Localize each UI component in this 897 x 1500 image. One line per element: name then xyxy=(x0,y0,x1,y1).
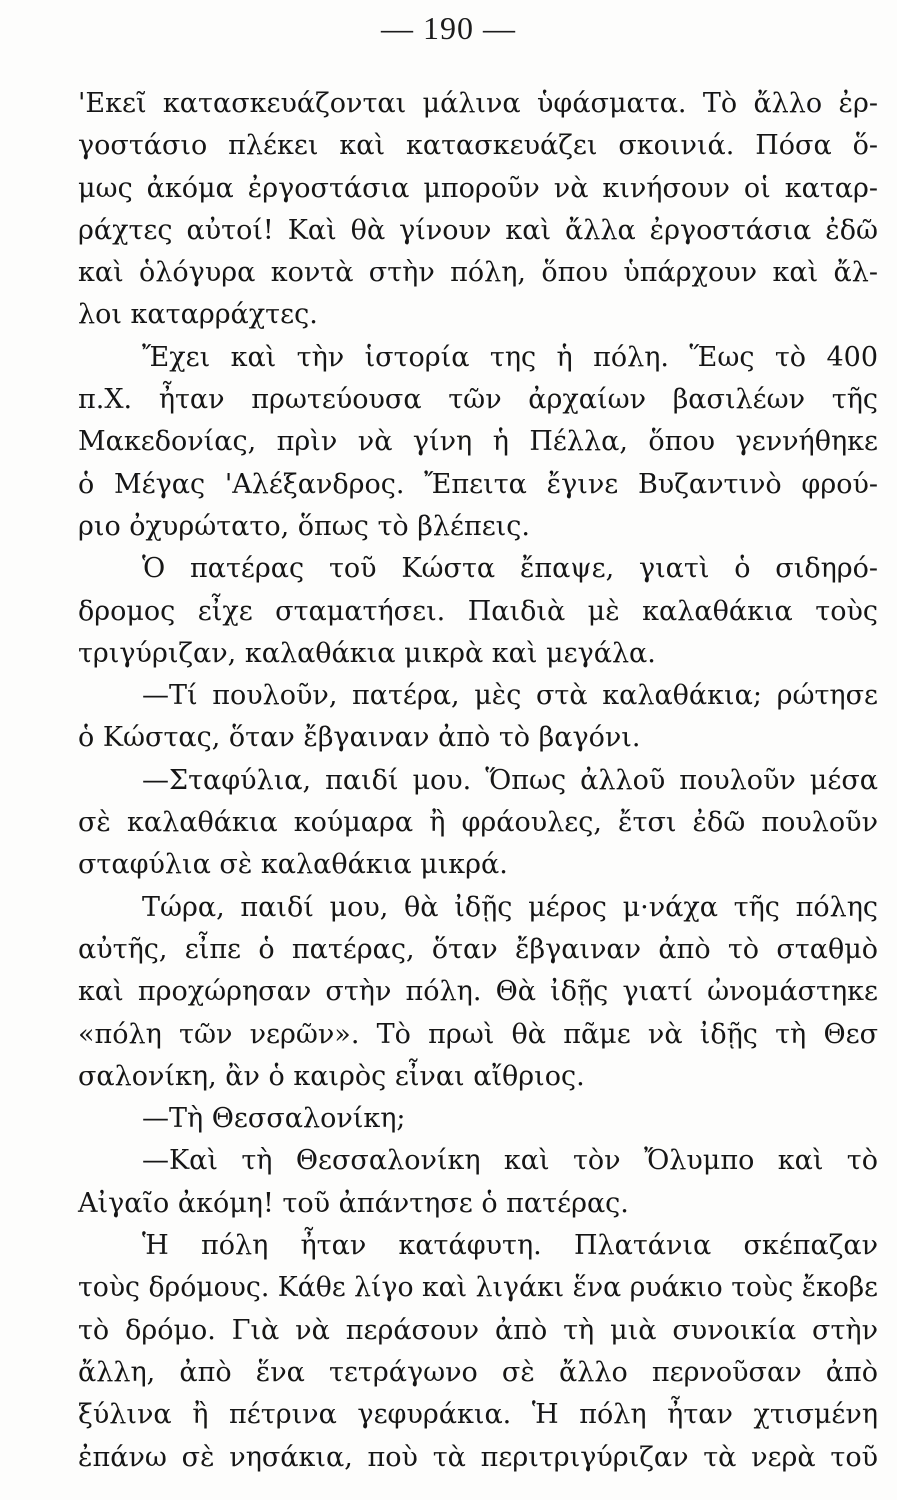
text-line: ὁ Κώστας, ὅταν ἔβγαιναν ἀπὸ τὸ βαγόνι. xyxy=(78,722,641,754)
text-line: καὶ ὁλόγυρα κοντὰ στὴν πόλη, ὅπου ὑπάρχουν καὶ ἄλ- xyxy=(78,257,878,289)
text-line: τριγύριζαν, καλαθάκια μικρὰ καὶ μεγάλα. xyxy=(78,637,656,669)
text-line: καὶ προχώρησαν στὴν πόλη. Θὰ ἰδῇς γιατί ὠνομάστηκε xyxy=(78,976,878,1008)
text-line: —Καὶ τὴ Θεσσαλονίκη καὶ τὸν Ὄλυμπο καὶ τὸ xyxy=(142,1145,878,1177)
text-line: μως ἀκόμα ἐργοστάσια μποροῦν νὰ κινήσουν οἱ καταρ- xyxy=(78,172,878,204)
text-line: Ἔχει καὶ τὴν ἱστορία της ἡ πόλη. Ἕως τὸ 400 xyxy=(142,341,878,373)
text-line: γοστάσιο πλέκει καὶ κατασκευάζει σκοινιά. Πόσα ὅ- xyxy=(78,130,878,162)
text-line: ξύλινα ἢ πέτρινα γεφυράκια. Ἡ πόλη ἦταν χτισμένη xyxy=(78,1399,878,1431)
text-line: «πόλη τῶν νερῶν». Τὸ πρωὶ θὰ πᾶμε νὰ ἰδῇς τὴ Θεσ xyxy=(78,1018,878,1050)
text-line: δρομος εἶχε σταματήσει. Παιδιὰ μὲ καλαθάκια τοὺς xyxy=(78,595,878,627)
page-number: — 190 — xyxy=(381,10,516,46)
text-line: ἐπάνω σὲ νησάκια, ποὺ τὰ περιτριγύριζαν τὰ νερὰ τοῦ xyxy=(78,1441,878,1473)
text-line: —Σταφύλια, παιδί μου. Ὅπως ἀλλοῦ πουλοῦν μέσα xyxy=(142,764,878,796)
text-line: —Τί πουλοῦν, πατέρα, μὲς στὰ καλαθάκια; ρώτησε xyxy=(142,680,878,712)
text-line: σὲ καλαθάκια κούμαρα ἢ φράουλες, ἔτσι ἐδῶ πουλοῦν xyxy=(78,807,878,839)
text-line: σταφύλια σὲ καλαθάκια μικρά. xyxy=(78,849,508,881)
text-line: αὐτῆς, εἶπε ὁ πατέρας, ὅταν ἔβγαιναν ἀπὸ τὸ σταθμὸ xyxy=(78,933,878,965)
text-line: ἄλλη, ἀπὸ ἕνα τετράγωνο σὲ ἄλλο περνοῦσαν ἀπὸ xyxy=(78,1356,878,1388)
text-line: Ἡ πόλη ἦταν κατάφυτη. Πλατάνια σκέπαζαν xyxy=(142,1230,878,1262)
text-line: ράχτες αὐτοί! Καὶ θὰ γίνουν καὶ ἄλλα ἐργοστάσια ἐδῶ xyxy=(78,214,878,246)
text-line: —Τὴ Θεσσαλονίκη; xyxy=(142,1103,406,1135)
body-text xyxy=(78,83,878,1479)
text-line: ριο ὀχυρώτατο, ὅπως τὸ βλέπεις. xyxy=(78,510,530,542)
text-line: ὁ Μέγας 'Αλέξανδρος. Ἔπειτα ἔγινε Βυζαντινὸ φρού- xyxy=(78,468,878,500)
text-line: π.Χ. ἦταν πρωτεύουσα τῶν ἀρχαίων βασιλέων τῆς xyxy=(78,384,878,416)
text-line: σαλονίκη, ἂν ὁ καιρὸς εἶναι αἴθριος. xyxy=(78,1060,585,1092)
text-line: λοι καταρράχτες. xyxy=(78,299,318,331)
text-line: Ὁ πατέρας τοῦ Κώστα ἔπαψε, γιατὶ ὁ σιδηρό- xyxy=(142,553,878,585)
text-line: Αἰγαῖο ἀκόμη! τοῦ ἀπάντησε ὁ πατέρας. xyxy=(78,1187,629,1219)
text-line: Τώρα, παιδί μου, θὰ ἰδῇς μέρος μ·νάχα τῆς πόλης xyxy=(142,891,878,923)
text-line: Μακεδονίας, πρὶν νὰ γίνη ἡ Πέλλα, ὅπου γεννήθηκε xyxy=(78,426,878,458)
text-line: τοὺς δρόμους. Κάθε λίγο καὶ λιγάκι ἕνα ρυάκιο τοὺς ἔκοβε xyxy=(78,1272,879,1304)
text-line: 'Εκεῖ κατασκευάζονται μάλινα ὑφάσματα. Τὸ ἄλλο ἐρ- xyxy=(78,88,878,119)
text-line: τὸ δρόμο. Γιὰ νὰ περάσουν ἀπὸ τὴ μιὰ συνοικία στὴν xyxy=(78,1314,878,1346)
